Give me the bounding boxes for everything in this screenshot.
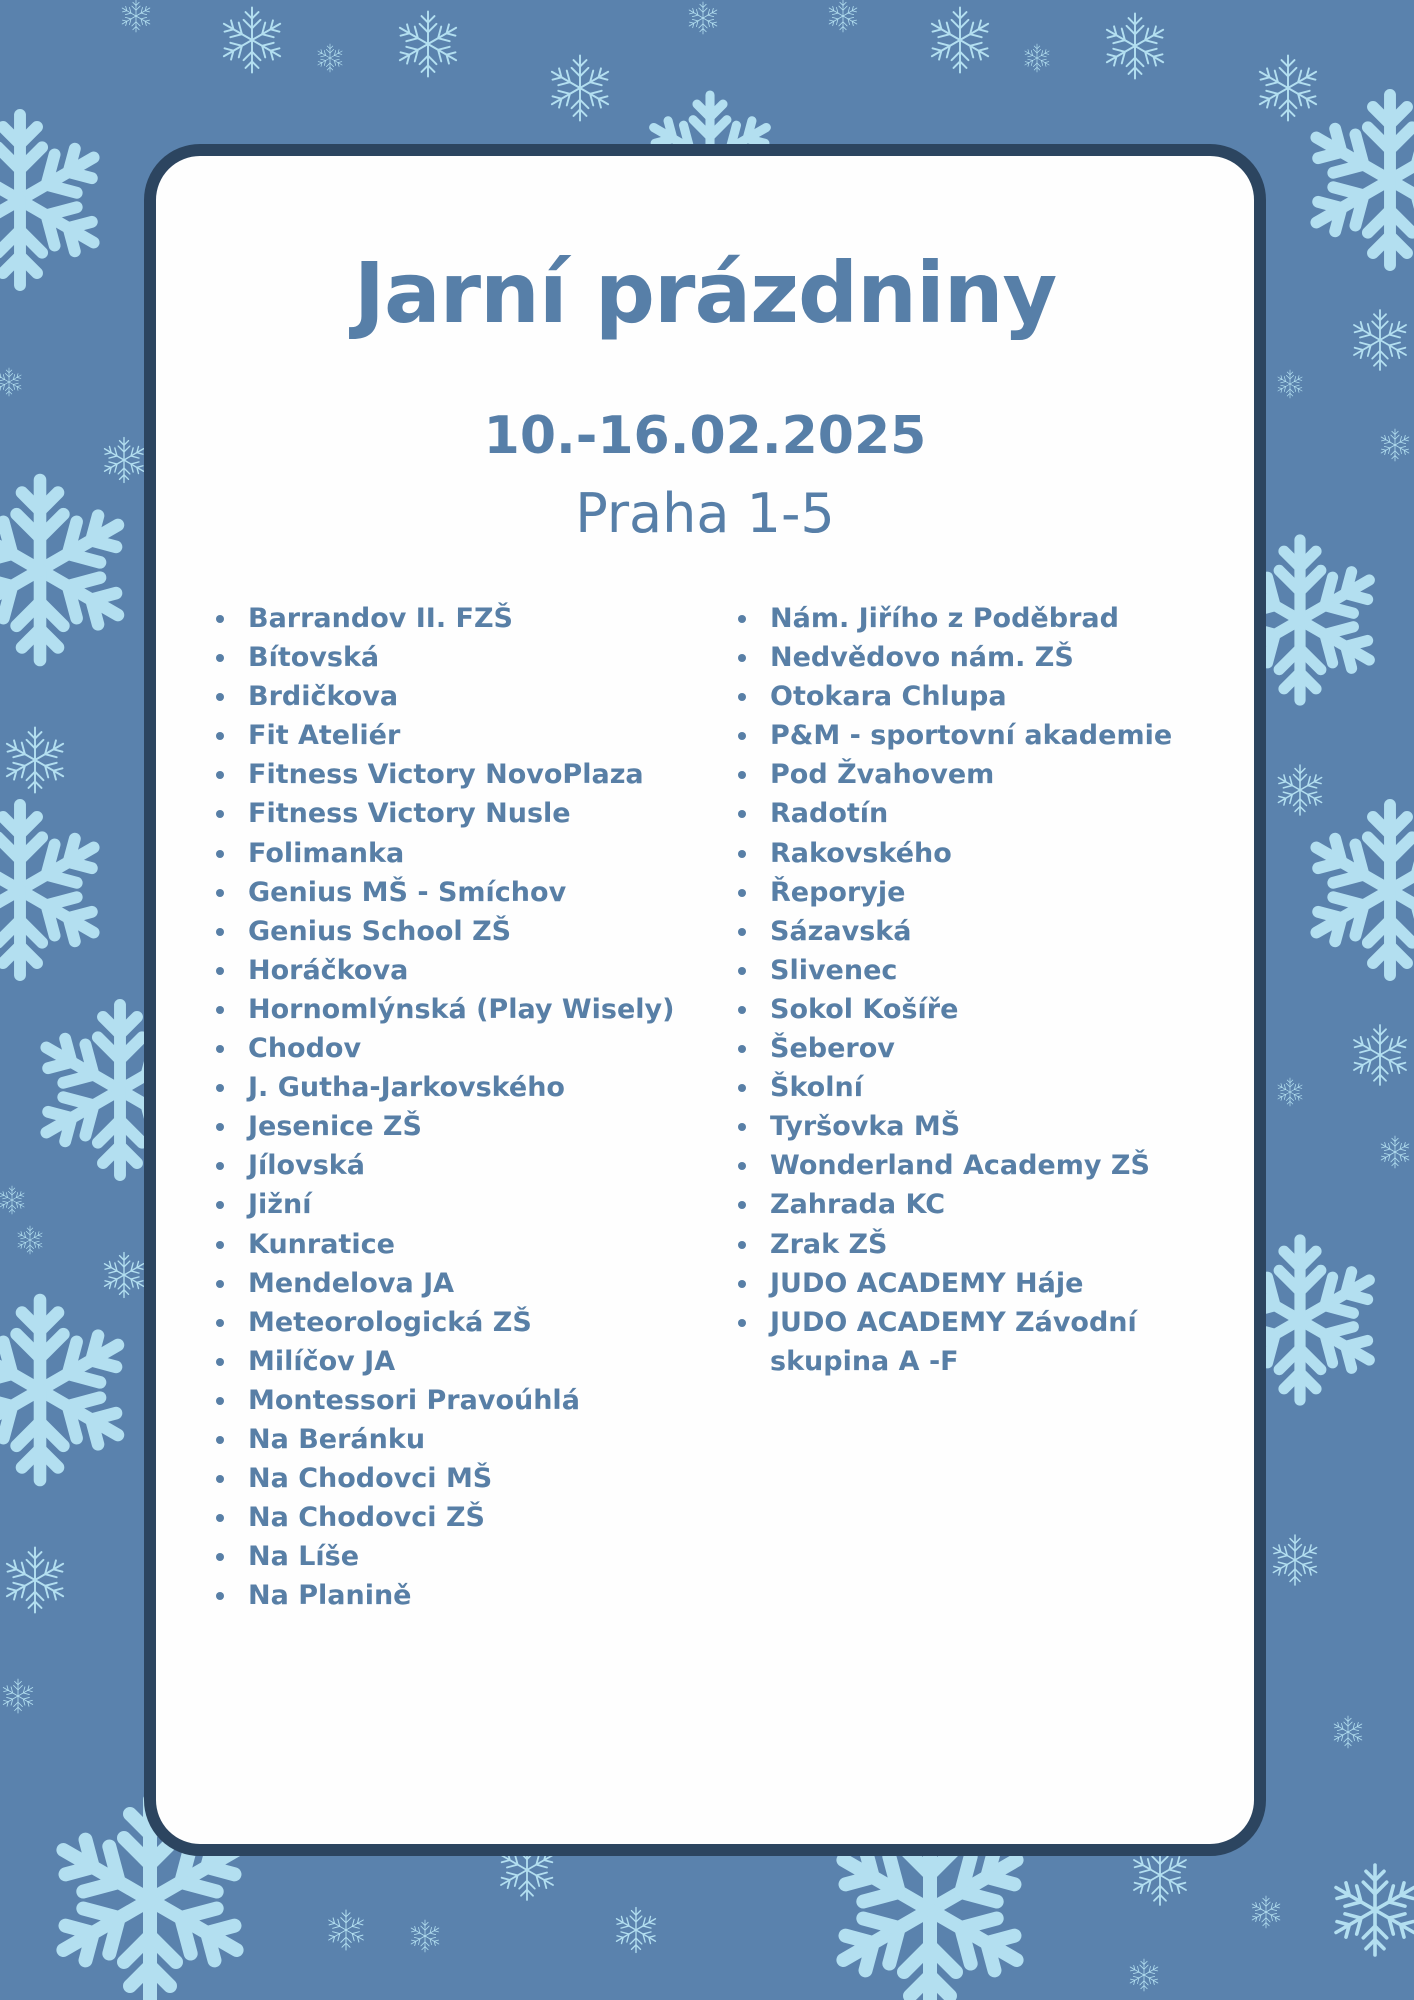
snowflake-icon [1276, 1078, 1304, 1106]
list-item: Milíčov JA [214, 1342, 714, 1381]
snowflake-icon [1275, 765, 1325, 815]
snowflake-icon [3, 728, 68, 793]
list-item: Horáčkova [214, 951, 714, 990]
snowflake-icon [1256, 56, 1321, 121]
snowflake-icon [0, 1186, 26, 1214]
snowflake-icon [396, 11, 461, 76]
list-item: JUDO ACADEMY Závodní skupina A -F [736, 1303, 1236, 1381]
list-item: Jižní [214, 1185, 714, 1224]
list-item: Sázavská [736, 912, 1236, 951]
list-item: Mendelova JA [214, 1264, 714, 1303]
snowflake-icon [120, 0, 152, 32]
snowflake-icon [220, 7, 285, 72]
snowflake-icon [409, 1920, 441, 1952]
list-item: Na Líše [214, 1537, 714, 1576]
snowflake-icon [1379, 429, 1411, 461]
snowflake-icon [1250, 1896, 1282, 1928]
location-list-left [214, 599, 714, 1615]
list-item: Školní [736, 1068, 1236, 1107]
snowflake-icon [928, 7, 993, 72]
list-item: Chodov [214, 1029, 714, 1068]
list-item: Na Planině [214, 1576, 714, 1615]
list-item: Na Beránku [214, 1420, 714, 1459]
snowflake-icon [1128, 1959, 1160, 1991]
snowflake-icon [548, 56, 613, 121]
list-item: Fitness Victory NovoPlaza [214, 755, 714, 794]
list-item: Kunratice [214, 1225, 714, 1264]
snowflake-icon [1270, 1535, 1320, 1585]
list-item: P&M - sportovní akademie [736, 716, 1236, 755]
list-item: Řeporyje [736, 873, 1236, 912]
snowflake-icon [102, 1253, 147, 1298]
snowflake-icon [1, 1679, 35, 1713]
snowflake-icon [1305, 805, 1414, 975]
list-item: Na Chodovci MŠ [214, 1459, 714, 1498]
list-item: Otokara Chlupa [736, 677, 1236, 716]
snowflake-icon [687, 2, 719, 34]
list-item: Nám. Jiřího z Poděbrad [736, 599, 1236, 638]
list-item: Nedvědovo nám. ZŠ [736, 638, 1236, 677]
list-item: Jílovská [214, 1146, 714, 1185]
list-item: Zahrada KC [736, 1185, 1236, 1224]
location-label: Praha 1-5 [575, 482, 835, 545]
list-item: Tyršovka MŠ [736, 1107, 1236, 1146]
snowflake-icon [1276, 370, 1304, 398]
list-item: Rakovského [736, 834, 1236, 873]
snowflake-icon [1379, 1136, 1411, 1168]
list-item: Bítovská [214, 638, 714, 677]
snowflake-icon [0, 368, 23, 396]
snowflake-icon [16, 1226, 44, 1254]
list-item: Slivenec [736, 951, 1236, 990]
list-item: Jesenice ZŠ [214, 1107, 714, 1146]
list-item: Brdičkova [214, 677, 714, 716]
list-item: Radotín [736, 794, 1236, 833]
snowflake-icon [316, 44, 344, 72]
list-item: Montessori Pravoúhlá [214, 1381, 714, 1420]
snowflake-icon [1332, 1716, 1364, 1748]
snowflake-icon [0, 805, 105, 975]
list-item: Fitness Victory Nusle [214, 794, 714, 833]
list-item: Šeberov [736, 1029, 1236, 1068]
list-item: Folimanka [214, 834, 714, 873]
date-range: 10.-16.02.2025 [483, 406, 927, 466]
list-item: Pod Žvahovem [736, 755, 1236, 794]
list-item: Wonderland Academy ZŠ [736, 1146, 1236, 1185]
snowflake-icon [0, 480, 130, 660]
list-item: Barrandov II. FZŠ [214, 599, 714, 638]
page-title: Jarní prázdniny [353, 244, 1057, 342]
list-item: J. Gutha-Jarkovského [214, 1068, 714, 1107]
snowflake-icon [1350, 1025, 1410, 1085]
snowflake-icon [326, 1910, 366, 1950]
location-list-right [736, 599, 1236, 1381]
list-item: JUDO ACADEMY Háje [736, 1264, 1236, 1303]
snowflake-icon [1023, 44, 1051, 72]
snowflake-icon [614, 1908, 659, 1953]
snowflake-icon [1305, 95, 1414, 265]
snowflake-icon [0, 1300, 130, 1480]
list-item: Hornomlýnská (Play Wisely) [214, 990, 714, 1029]
snowflake-icon [0, 115, 105, 285]
list-item: Fit Ateliér [214, 716, 714, 755]
list-item: Sokol Košíře [736, 990, 1236, 1029]
snowflake-icon [102, 438, 147, 483]
snowflake-icon [827, 0, 859, 32]
list-item: Zrak ZŠ [736, 1225, 1236, 1264]
snowflake-icon [3, 1548, 68, 1613]
content-card [144, 144, 1266, 1856]
snowflake-icon [1103, 13, 1168, 78]
snowflake-icon [1330, 1865, 1414, 1955]
list-item: Meteorologická ZŠ [214, 1303, 714, 1342]
list-item: Na Chodovci ZŠ [214, 1498, 714, 1537]
list-item: Genius MŠ - Smíchov [214, 873, 714, 912]
list-item: Genius School ZŠ [214, 912, 714, 951]
snowflake-icon [1350, 310, 1410, 370]
